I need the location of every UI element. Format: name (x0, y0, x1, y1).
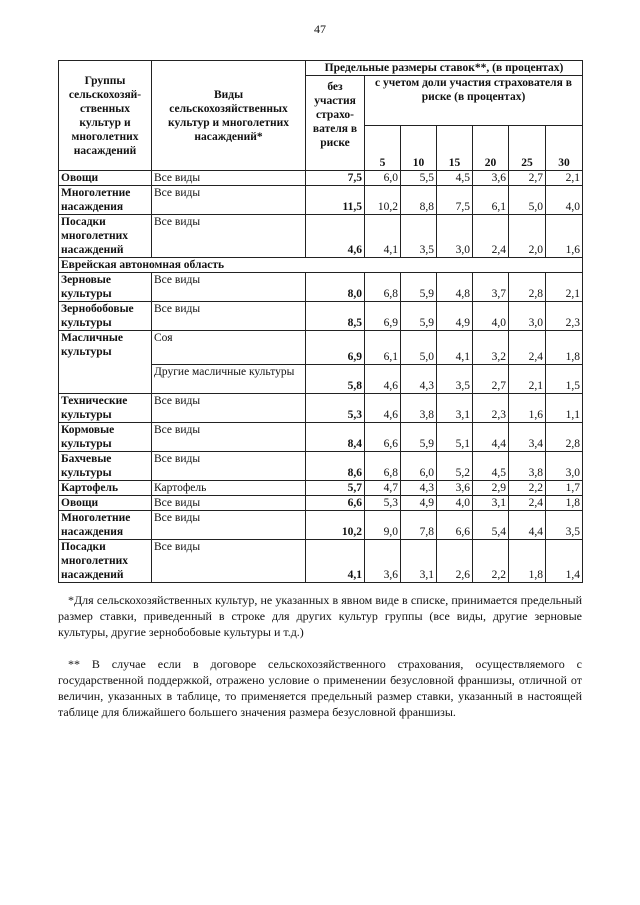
rate-value: 4,3 (401, 481, 437, 496)
rate-without-share: 5,8 (306, 365, 365, 394)
rate-value: 3,8 (401, 394, 437, 423)
rate-value: 5,9 (401, 273, 437, 302)
rate-value: 2,1 (546, 171, 583, 186)
rate-value: 3,0 (546, 452, 583, 481)
rate-without-share: 10,2 (306, 511, 365, 540)
rate-value: 2,7 (509, 171, 546, 186)
table-row (59, 394, 583, 423)
table-row (59, 481, 583, 496)
rate-value: 4,9 (401, 496, 437, 511)
share-25: 25 (509, 126, 546, 171)
table-row (59, 496, 583, 511)
crop-kind: Все виды (152, 540, 306, 583)
rate-value: 2,2 (473, 540, 509, 583)
crop-kind: Все виды (152, 423, 306, 452)
header-without-share: без участия страхо-вателя в риске (306, 76, 365, 171)
rate-value: 4,0 (473, 302, 509, 331)
rate-value: 3,6 (437, 481, 473, 496)
table-row (59, 186, 583, 215)
rate-value: 4,9 (437, 302, 473, 331)
table-row (59, 171, 583, 186)
rate-value: 2,1 (546, 273, 583, 302)
rate-without-share: 8,4 (306, 423, 365, 452)
rate-value: 2,9 (473, 481, 509, 496)
rate-value: 4,0 (546, 186, 583, 215)
rate-value: 5,0 (509, 186, 546, 215)
crop-group: Бахчевые культуры (59, 452, 152, 481)
crop-kind: Картофель (152, 481, 306, 496)
crop-kind: Все виды (152, 215, 306, 258)
rate-value: 6,1 (473, 186, 509, 215)
crop-kind: Все виды (152, 273, 306, 302)
rate-value: 3,8 (509, 452, 546, 481)
rate-value: 1,6 (546, 215, 583, 258)
rate-value: 3,0 (509, 302, 546, 331)
rate-value: 4,6 (365, 394, 401, 423)
rate-value: 3,6 (473, 171, 509, 186)
rate-value: 4,5 (437, 171, 473, 186)
rate-value: 3,4 (509, 423, 546, 452)
rate-value: 3,1 (437, 394, 473, 423)
rate-value: 2,1 (509, 365, 546, 394)
rate-value: 1,8 (509, 540, 546, 583)
share-10: 10 (401, 126, 437, 171)
rate-value: 1,1 (546, 394, 583, 423)
rate-value: 6,6 (437, 511, 473, 540)
header-limit-title: Предельные размеры ставок**, (в процентах) (306, 61, 583, 76)
crop-group: Масличные культуры (59, 331, 152, 394)
header-group: Группы сельскохозяй-ственных культур и многолетних насаждений (59, 61, 152, 171)
region-name: Еврейская автономная область (59, 258, 583, 273)
rate-value: 2,0 (509, 215, 546, 258)
share-30: 30 (546, 126, 583, 171)
rate-without-share: 5,7 (306, 481, 365, 496)
crop-group: Многолетние насаждения (59, 511, 152, 540)
rate-value: 5,2 (437, 452, 473, 481)
rate-value: 6,8 (365, 452, 401, 481)
rate-without-share: 4,1 (306, 540, 365, 583)
crop-kind: Все виды (152, 511, 306, 540)
crop-kind: Соя (152, 331, 306, 365)
rate-value: 2,4 (509, 496, 546, 511)
rate-without-share: 6,9 (306, 331, 365, 365)
rate-value: 7,8 (401, 511, 437, 540)
rate-value: 1,5 (546, 365, 583, 394)
header-kinds: Виды сельскохозяйственных культур и многолетних насаждений* (152, 61, 306, 171)
rate-value: 3,5 (437, 365, 473, 394)
rate-value: 1,6 (509, 394, 546, 423)
rate-without-share: 6,6 (306, 496, 365, 511)
rate-value: 4,1 (365, 215, 401, 258)
rate-value: 1,4 (546, 540, 583, 583)
rate-value: 2,2 (509, 481, 546, 496)
insurance-rate-table (58, 60, 583, 583)
rate-value: 6,9 (365, 302, 401, 331)
rate-without-share: 8,6 (306, 452, 365, 481)
crop-kind: Все виды (152, 496, 306, 511)
crop-group: Посадки многолетних насаждений (59, 215, 152, 258)
rate-value: 3,1 (401, 540, 437, 583)
region-row (59, 258, 583, 273)
table-row (59, 511, 583, 540)
rate-value: 2,4 (509, 331, 546, 365)
rate-value: 4,8 (437, 273, 473, 302)
table-row (59, 452, 583, 481)
crop-group: Технические культуры (59, 394, 152, 423)
crop-kind: Все виды (152, 452, 306, 481)
rate-value: 2,8 (546, 423, 583, 452)
rate-value: 4,1 (437, 331, 473, 365)
table-row (59, 302, 583, 331)
rate-value: 5,9 (401, 302, 437, 331)
rate-value: 5,9 (401, 423, 437, 452)
footnote-2: ** В случае если в договоре сельскохозяйственного страхования, осуществляемого с государственной поддержкой, отражено условие о применении безусловной франшизы, отличной от величин, указанных в таблице, то применяется предельный размер ставки, указанный в настоящей таблице для ближайшего большего значения размера безусловной франшизы. (58, 657, 582, 719)
rate-value: 5,3 (365, 496, 401, 511)
crop-group: Овощи (59, 496, 152, 511)
rate-without-share: 4,6 (306, 215, 365, 258)
crop-kind: Все виды (152, 394, 306, 423)
rate-value: 4,4 (509, 511, 546, 540)
share-15: 15 (437, 126, 473, 171)
rate-value: 5,1 (437, 423, 473, 452)
table-row (59, 273, 583, 302)
share-5: 5 (365, 126, 401, 171)
crop-group: Зернобобовые культуры (59, 302, 152, 331)
crop-group: Многолетние насаждения (59, 186, 152, 215)
crop-group: Картофель (59, 481, 152, 496)
rate-value: 4,7 (365, 481, 401, 496)
crop-group: Овощи (59, 171, 152, 186)
rate-value: 2,3 (546, 302, 583, 331)
rate-value: 4,3 (401, 365, 437, 394)
rate-value: 6,0 (401, 452, 437, 481)
rate-value: 6,6 (365, 423, 401, 452)
crop-group: Зерновые культуры (59, 273, 152, 302)
rate-without-share: 5,3 (306, 394, 365, 423)
rate-value: 5,0 (401, 331, 437, 365)
rate-value: 3,5 (401, 215, 437, 258)
rate-value: 1,8 (546, 331, 583, 365)
rate-value: 3,0 (437, 215, 473, 258)
rate-value: 5,4 (473, 511, 509, 540)
rate-value: 1,7 (546, 481, 583, 496)
rate-value: 3,1 (473, 496, 509, 511)
table-row (59, 331, 583, 365)
rate-value: 3,7 (473, 273, 509, 302)
rate-value: 6,1 (365, 331, 401, 365)
rate-value: 4,5 (473, 452, 509, 481)
rate-without-share: 11,5 (306, 186, 365, 215)
crop-kind: Все виды (152, 171, 306, 186)
rate-value: 4,6 (365, 365, 401, 394)
rate-value: 10,2 (365, 186, 401, 215)
rate-value: 2,7 (473, 365, 509, 394)
table-row (59, 215, 583, 258)
footnote-1: *Для сельскохозяйственных культур, не указанных в явном виде в списке, принимается предельный размер ставки, приведенный в строке для других культур группы (все виды, другие зерновые культуры, другие зернобобовые культуры и т.д.) (58, 593, 582, 639)
rate-without-share: 7,5 (306, 171, 365, 186)
table-row (59, 540, 583, 583)
rate-value: 3,6 (365, 540, 401, 583)
rate-value: 4,4 (473, 423, 509, 452)
rate-value: 2,4 (473, 215, 509, 258)
rate-value: 7,5 (437, 186, 473, 215)
header-with-share: с учетом доли участия страхователя в риске (в процентах) (365, 76, 583, 126)
crop-kind: Все виды (152, 186, 306, 215)
rate-without-share: 8,0 (306, 273, 365, 302)
page-number: 47 (314, 22, 326, 36)
share-20: 20 (473, 126, 509, 171)
rate-value: 1,8 (546, 496, 583, 511)
rate-value: 6,8 (365, 273, 401, 302)
crop-kind: Все виды (152, 302, 306, 331)
rate-value: 6,0 (365, 171, 401, 186)
rate-value: 2,6 (437, 540, 473, 583)
rate-value: 8,8 (401, 186, 437, 215)
rate-value: 2,3 (473, 394, 509, 423)
rate-value: 4,0 (437, 496, 473, 511)
crop-kind: Другие масличные культуры (152, 365, 306, 394)
rate-without-share: 8,5 (306, 302, 365, 331)
rate-value: 5,5 (401, 171, 437, 186)
rate-value: 2,8 (509, 273, 546, 302)
crop-group: Посадки многолетних насаждений (59, 540, 152, 583)
rate-value: 3,2 (473, 331, 509, 365)
rate-value: 3,5 (546, 511, 583, 540)
rate-value: 9,0 (365, 511, 401, 540)
table-row (59, 423, 583, 452)
crop-group: Кормовые культуры (59, 423, 152, 452)
